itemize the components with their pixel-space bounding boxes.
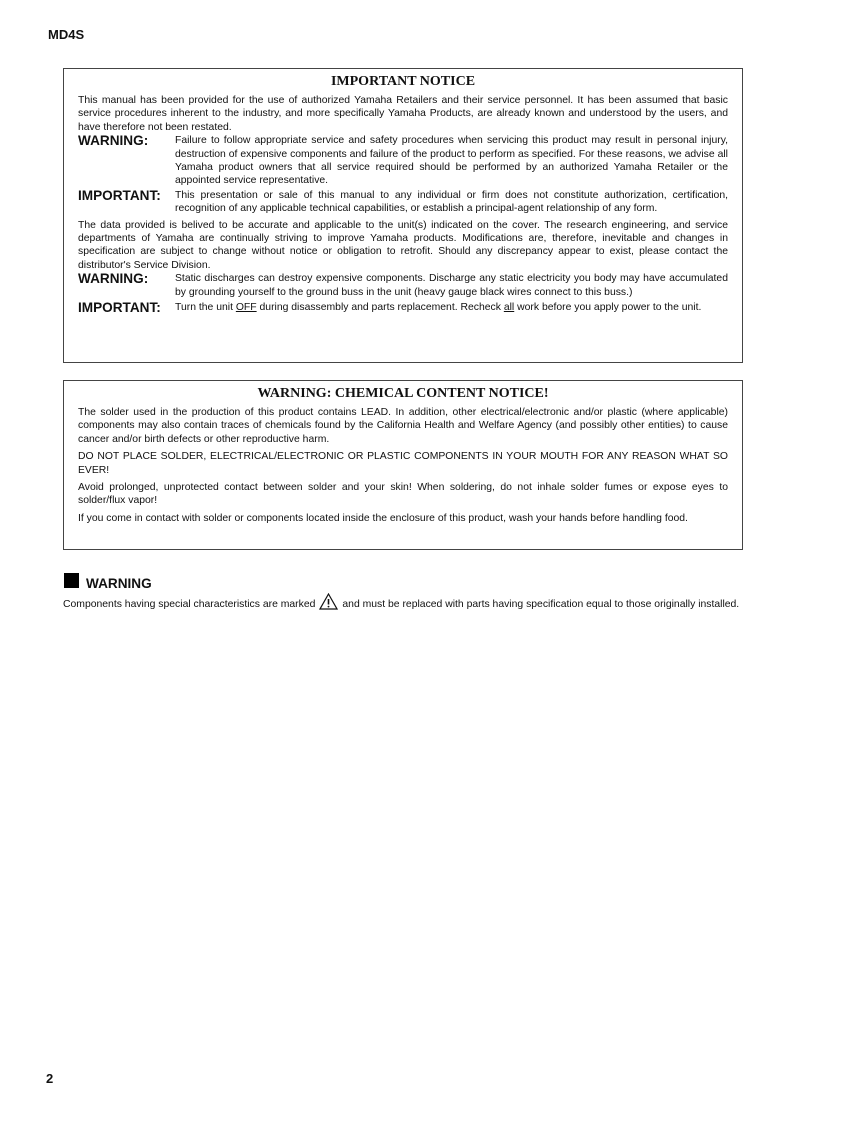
static-warning-text: Static discharges can destroy expensive components. Discharge any static electricity you body may have accumulated by grounding yourself to the ground buss in the unit (heavy gauge black wires connect to this buss.) <box>175 273 728 298</box>
chemical-notice-title: WARNING: CHEMICAL CONTENT NOTICE! <box>257 386 549 401</box>
important-notice-title: IMPORTANT NOTICE <box>330 74 476 89</box>
warning-title: WARNING <box>86 576 152 591</box>
important-block-2 <box>78 301 728 315</box>
data-accuracy-paragraph: The data provided is belived to be accurate and applicable to the unit(s) indicated on the cover. The research engineering, and service departments of Yamaha are continually striving to improve Yamaha products. Modifications are, therefore, inevitable and changes in specification are subject to change without notice or obligation to retrofit. Should any discrepancy appear to exist, please contact the distributor's Service Division. <box>78 219 728 271</box>
black-square-icon <box>64 573 79 588</box>
power-off-text <box>175 301 728 314</box>
skin-contact-paragraph: Avoid prolonged, unprotected contact between solder and your skin! When soldering, do not inhale solder fumes or expose eyes to solder/flux vapor! <box>78 482 728 507</box>
all-word: all <box>503 302 515 314</box>
important-block-1 <box>78 189 728 216</box>
lead-paragraph: The solder used in the production of this product contains LEAD. In addition, other electrical/electronic and/or plastic (where applicable) components may also contain traces of chemicals found by the California Health and Welfare Agency (and possibly other entities) to cause cancer and/or birth defects or other reproductive harm. <box>78 407 728 445</box>
notice-intro: This manual has been provided for the use of authorized Yamaha Retailers and their service personnel. It has been assumed that basic service procedures inherent to the industry, and more specifically Yamaha Products, are already known and understood by the users, and have therefore not been restated. <box>78 95 728 133</box>
warning-block-1 <box>78 134 728 188</box>
important-label: IMPORTANT: <box>78 300 161 316</box>
wash-hands-paragraph: If you come in contact with solder or components located inside the enclosure of this product, wash your hands before handling food. <box>78 512 688 524</box>
caution-triangle-icon <box>319 593 338 615</box>
warning-label: WARNING: <box>78 271 149 287</box>
text-segment: Components having special characteristics are marked <box>63 599 316 610</box>
mouth-warning-paragraph: DO NOT PLACE SOLDER, ELECTRICAL/ELECTRONIC OR PLASTIC COMPONENTS IN YOUR MOUTH FOR ANY REASON WHAT SO EVER! <box>78 451 728 476</box>
components-warning-text <box>63 593 743 615</box>
warning-label: WARNING: <box>78 133 149 149</box>
important-text: This presentation or sale of this manual to any individual or firm does not constitute authorization, certification, recognition of any applicable technical capabilities, or establish a principal-agent relationship of any form. <box>175 189 728 215</box>
page-number: 2 <box>46 1071 54 1086</box>
text-segment: during disassembly and parts replacement. Recheck <box>256 302 504 314</box>
text-segment: Turn the unit <box>175 302 236 314</box>
warning-block-2 <box>78 272 728 299</box>
warning-heading <box>64 570 152 591</box>
warning-text: Failure to follow appropriate service and safety procedures when servicing this product may result in personal injury, destruction of expensive components and failure of the product to perform as specified. For these reasons, we advise all Yamaha product owners that all service required should be performed by an authorized Yamaha Retailer or the appointed service representative. <box>175 135 728 187</box>
off-word: OFF <box>235 302 257 314</box>
chemical-notice-box <box>63 380 743 550</box>
model-header: MD4S <box>48 27 85 42</box>
important-label: IMPORTANT: <box>78 187 161 203</box>
text-segment: work before you apply power to the unit. <box>514 302 702 314</box>
important-notice-box <box>63 68 743 363</box>
text-segment: and must be replaced with parts having specification equal to those originally installed. <box>342 599 740 610</box>
